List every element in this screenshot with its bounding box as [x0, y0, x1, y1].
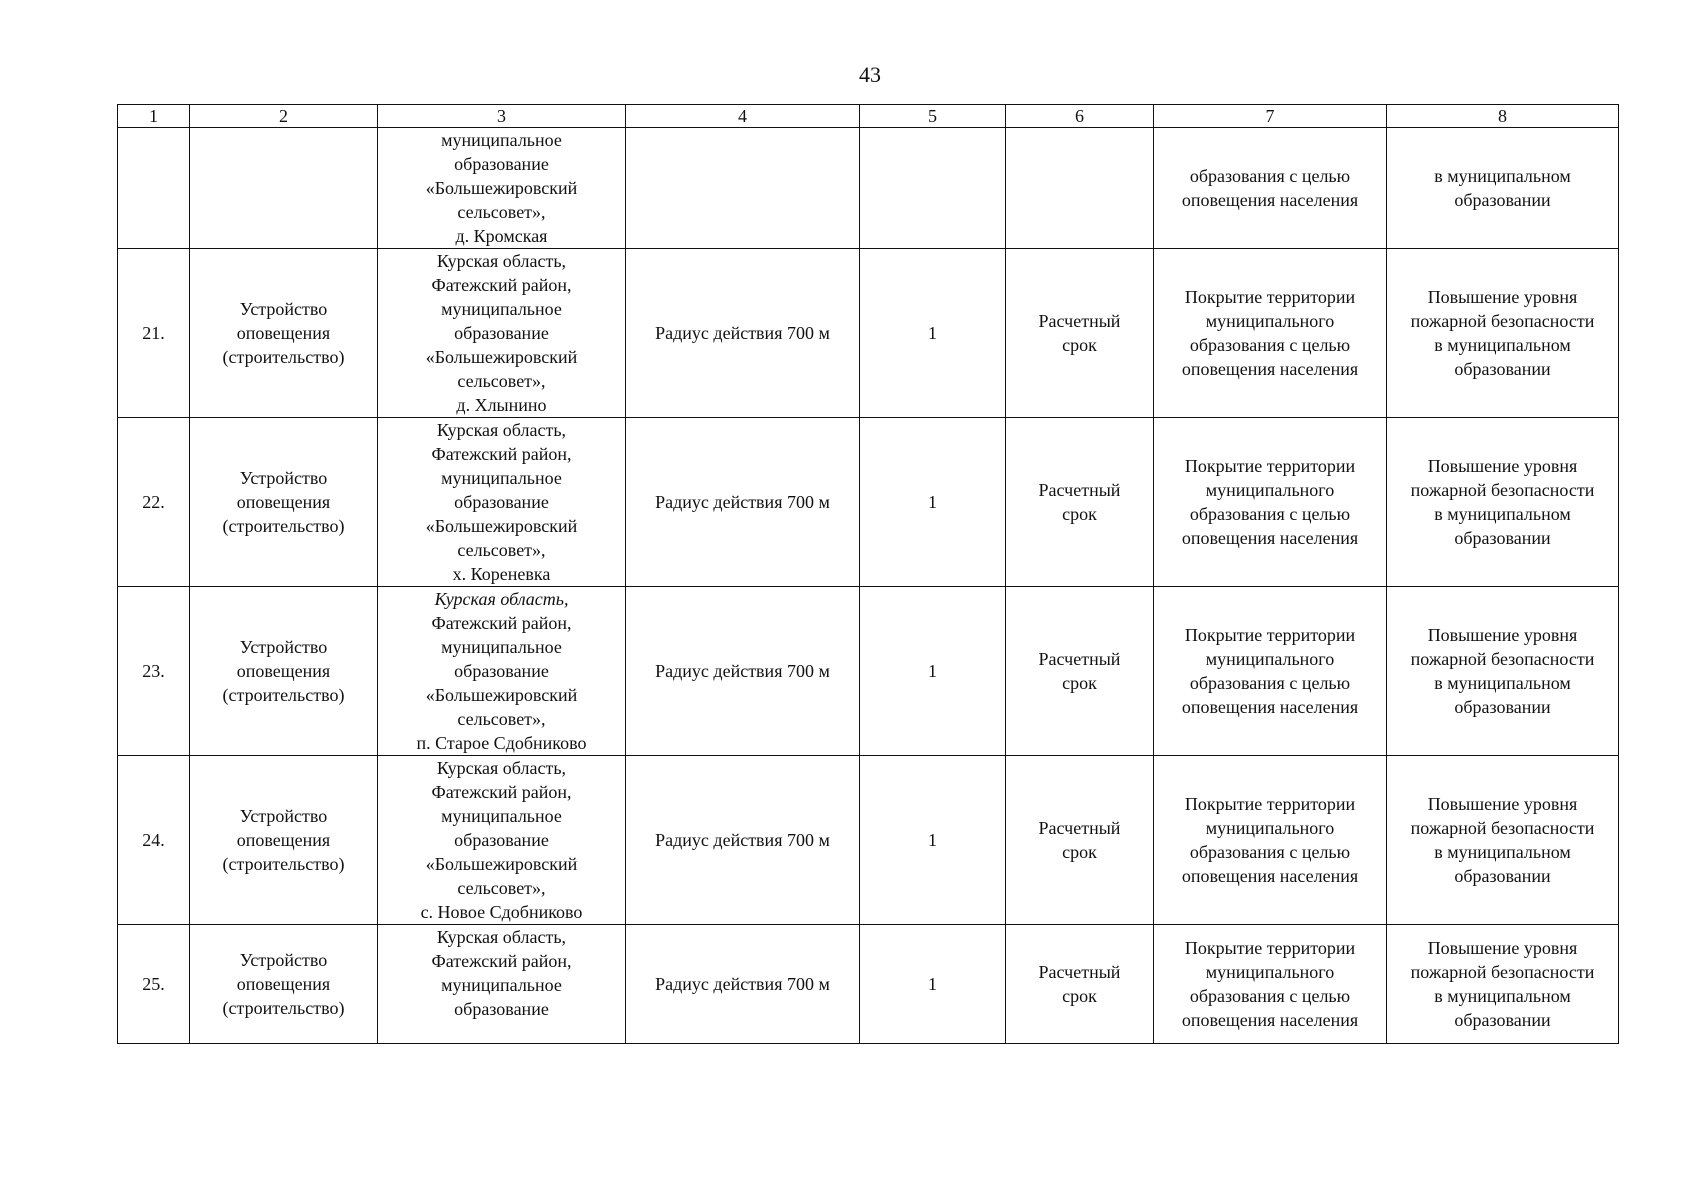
location-first-line: Курская область,: [434, 589, 569, 609]
cell-result: Повышение уровня пожарной безопасности в муниципальном образовании: [1387, 925, 1619, 1044]
cell-result: Повышение уровня пожарной безопасности в муниципальном образовании: [1387, 587, 1619, 756]
cell-goal: образования с целью оповещения населения: [1154, 128, 1387, 249]
column-header: 2: [190, 105, 378, 128]
cell-location: Курская область, Фатежский район, муниципальное образование: [378, 925, 626, 1044]
cell-name: Устройство оповещения (строительство): [190, 925, 378, 1044]
cell-name: Устройство оповещения (строительство): [190, 587, 378, 756]
cell-number: 25.: [118, 925, 190, 1044]
cell-spec: Радиус действия 700 м: [626, 756, 860, 925]
cell-goal: Покрытие территории муниципального образования с целью оповещения населения: [1154, 587, 1387, 756]
page-number: 43: [859, 62, 881, 87]
cell-quantity: 1: [860, 925, 1006, 1044]
cell-goal: Покрытие территории муниципального образования с целью оповещения населения: [1154, 756, 1387, 925]
cell-quantity: 1: [860, 756, 1006, 925]
cell-location: [378, 587, 626, 756]
cell-term: Расчетный срок: [1006, 249, 1154, 418]
cell-spec: Радиус действия 700 м: [626, 418, 860, 587]
cell-number: 23.: [118, 587, 190, 756]
cell-goal: Покрытие территории муниципального образования с целью оповещения населения: [1154, 249, 1387, 418]
cell-result: в муниципальном образовании: [1387, 128, 1619, 249]
table-row-continuation: [118, 128, 1619, 249]
cell-name: Устройство оповещения (строительство): [190, 249, 378, 418]
cell-result: Повышение уровня пожарной безопасности в муниципальном образовании: [1387, 249, 1619, 418]
table-row: [118, 756, 1619, 925]
cell-result: Повышение уровня пожарной безопасности в муниципальном образовании: [1387, 418, 1619, 587]
column-header: 7: [1154, 105, 1387, 128]
column-header: 6: [1006, 105, 1154, 128]
column-header: 8: [1387, 105, 1619, 128]
cell-spec: Радиус действия 700 м: [626, 587, 860, 756]
cell-number: 22.: [118, 418, 190, 587]
location-rest: Фатежский район, муниципальное образование «Большежировский сельсовет», п. Старое Сдобниково: [416, 613, 587, 753]
cell-empty: [1006, 128, 1154, 249]
cell-number: 21.: [118, 249, 190, 418]
cell-term: Расчетный срок: [1006, 418, 1154, 587]
cell-quantity: 1: [860, 587, 1006, 756]
cell-empty: [190, 128, 378, 249]
cell-number: 24.: [118, 756, 190, 925]
column-header: 5: [860, 105, 1006, 128]
column-header: 3: [378, 105, 626, 128]
column-header: 1: [118, 105, 190, 128]
cell-location: Курская область, Фатежский район, муниципальное образование «Большежировский сельсовет», с. Новое Сдобниково: [378, 756, 626, 925]
cell-term: Расчетный срок: [1006, 925, 1154, 1044]
cell-name: Устройство оповещения (строительство): [190, 418, 378, 587]
cell-term: Расчетный срок: [1006, 587, 1154, 756]
cell-location: муниципальное образование «Большежировский сельсовет», д. Кромская: [378, 128, 626, 249]
cell-empty: [860, 128, 1006, 249]
cell-location: Курская область, Фатежский район, муниципальное образование «Большежировский сельсовет», д. Хлынино: [378, 249, 626, 418]
column-number-row: [118, 105, 1619, 128]
column-header: 4: [626, 105, 860, 128]
table-row: [118, 418, 1619, 587]
table-row: [118, 249, 1619, 418]
cell-name: Устройство оповещения (строительство): [190, 756, 378, 925]
cell-location: Курская область, Фатежский район, муниципальное образование «Большежировский сельсовет», х. Кореневка: [378, 418, 626, 587]
cell-quantity: 1: [860, 249, 1006, 418]
table-row: [118, 925, 1619, 1044]
table-row: [118, 587, 1619, 756]
cell-quantity: 1: [860, 418, 1006, 587]
cell-term: Расчетный срок: [1006, 756, 1154, 925]
cell-spec: Радиус действия 700 м: [626, 925, 860, 1044]
cell-goal: Покрытие территории муниципального образования с целью оповещения населения: [1154, 925, 1387, 1044]
cell-empty: [626, 128, 860, 249]
cell-result: Повышение уровня пожарной безопасности в муниципальном образовании: [1387, 756, 1619, 925]
cell-empty: [118, 128, 190, 249]
cell-spec: Радиус действия 700 м: [626, 249, 860, 418]
measures-table: [117, 104, 1619, 1044]
cell-goal: Покрытие территории муниципального образования с целью оповещения населения: [1154, 418, 1387, 587]
